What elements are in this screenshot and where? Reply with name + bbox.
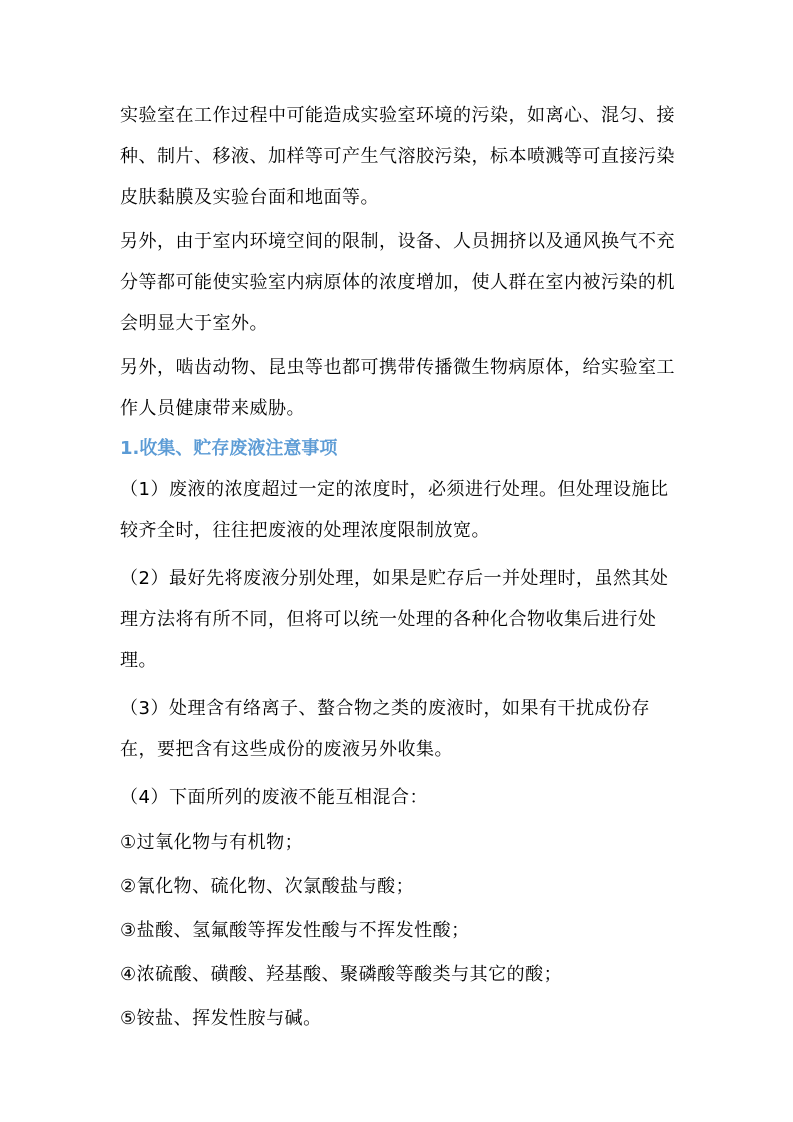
item-3: （3）处理含有络离子、螯合物之类的废液时，如果有干扰成份存在，要把含有这些成份的废液另外收集。 — [120, 698, 650, 760]
list-item-1: ①过氧化物与有机物； — [120, 832, 304, 853]
item-4: （4）下面所列的废液不能互相混合： — [120, 787, 428, 808]
list-item-2: ②氰化物、硫化物、次氯酸盐与酸； — [120, 876, 415, 897]
paragraph-indoor-space: 另外，由于室内环境空间的限制，设备、人员拥挤以及通风换气不充分等都可能使实验室内病原体的浓度增加，使人群在室内被污染的机会明显大于室外。 — [120, 231, 675, 334]
list-item-3: ③盐酸、氢氟酸等挥发性酸与不挥发性酸； — [120, 920, 470, 941]
list-item-5: ⑤铵盐、挥发性胺与碱。 — [120, 1008, 322, 1029]
list-item-4: ④浓硫酸、磺酸、羟基酸、聚磷酸等酸类与其它的酸； — [120, 964, 563, 985]
paragraph-lab-contamination: 实验室在工作过程中可能造成实验室环境的污染，如离心、混匀、接种、制片、移液、加样等可产生气溶胶污染，标本喷溅等可直接污染皮肤黏膜及实验台面和地面等。 — [120, 105, 675, 208]
item-1: （1）废液的浓度超过一定的浓度时，必须进行处理。但处理设施比较齐全时，往往把废液的处理浓度限制放宽。 — [120, 479, 669, 541]
section-heading: 1.收集、贮存废液注意事项 — [120, 438, 338, 459]
paragraph-rodents-insects: 另外，啮齿动物、昆虫等也都可携带传播微生物病原体，给实验室工作人员健康带来威胁。 — [120, 357, 675, 419]
item-2: （2）最好先将废液分别处理，如果是贮存后一并处理时，虽然其处理方法将有所不同，但将可以统一处理的各种化合物收集后进行处理。 — [120, 568, 669, 671]
document-body — [120, 95, 680, 1041]
